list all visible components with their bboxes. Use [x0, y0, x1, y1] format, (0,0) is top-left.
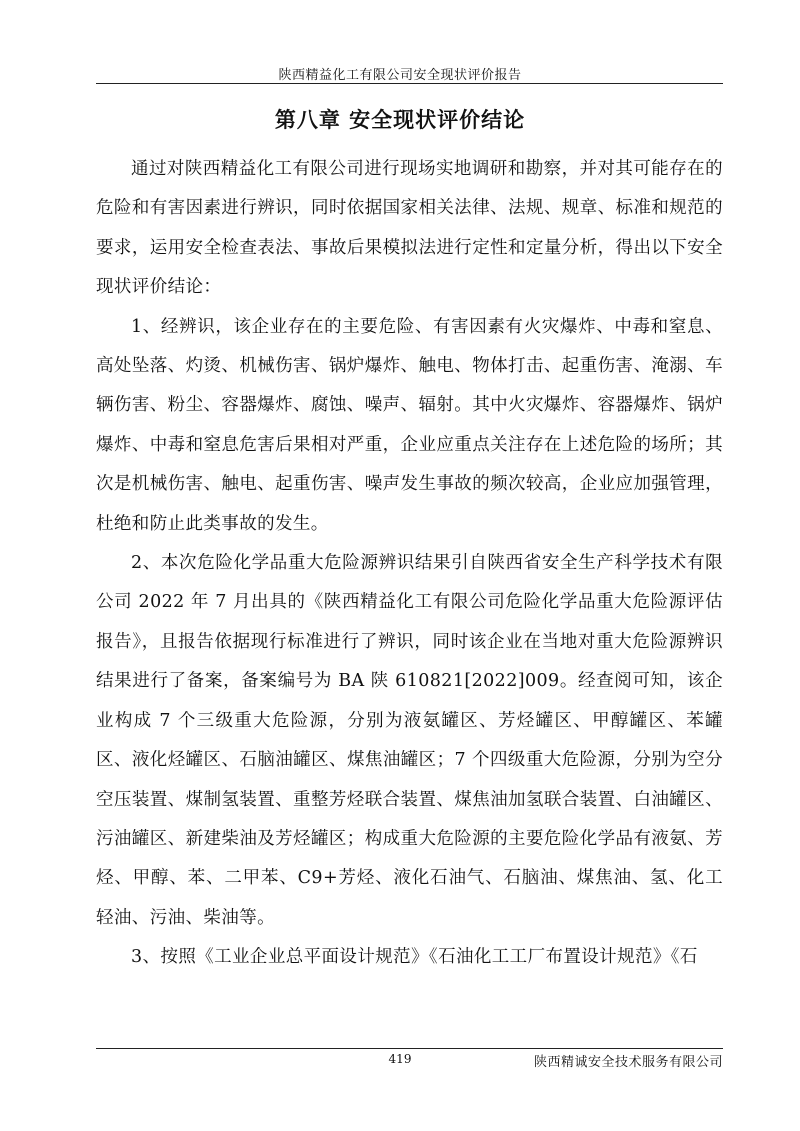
- footer-divider: [96, 1048, 723, 1049]
- paragraph-major-hazard-sources: 2、本次危险化学品重大危险源辨识结果引自陕西省安全生产科学技术有限公司 2022 年 7 月出具的《陕西精益化工有限公司危险化学品重大危险源评估报告》，且报告依据现行标准进行了辨识，同时该企业在当地对重大危险源辨识结果进行了备案，备案编号为 BA 陕 610821[2022]009。经查阅可知，该企业构成 7 个三级重大危险源，分别为液氨罐区、芳烃罐区、甲醇罐区、苯罐区、液化烃罐区、石脑油罐区、煤焦油罐区；7 个四级重大危险源，分别为空分空压装置、煤制氢装置、重整芳烃联合装置、煤焦油加氢联合装置、白油罐区、污油罐区、新建柴油及芳烃罐区；构成重大危险源的主要危险化学品有液氨、芳烃、甲醇、苯、二甲苯、C9+芳烃、液化石油气、石脑油、煤焦油、氢、化工轻油、污油、柴油等。: [96, 553, 723, 928]
- running-header: 陕西精益化工有限公司安全现状评价报告: [278, 68, 522, 83]
- paragraph-layout-standards: 3、按照《工业企业总平面设计规范》《石油化工工厂布置设计规范》《石: [131, 947, 698, 968]
- paragraph-intro: 通过对陕西精益化工有限公司进行现场实地调研和勘察，并对其可能存在的危险和有害因素进行辨识，同时依据国家相关法律、法规、规章、标准和规范的要求，运用安全检查表法、事故后果模拟法进行定性和定量分析，得出以下安全现状评价结论：: [96, 159, 723, 298]
- header-divider: [96, 83, 723, 84]
- paragraph-hazards: 1、经辨识，该企业存在的主要危险、有害因素有火灾爆炸、中毒和窒息、高处坠落、灼烫、机械伤害、锅炉爆炸、触电、物体打击、起重伤害、淹溺、车辆伤害、粉尘、容器爆炸、腐蚀、噪声、辐射。其中火灾爆炸、容器爆炸、锅炉爆炸、中毒和窒息危害后果相对严重，企业应重点关注存在上述危险的场所；其次是机械伤害、触电、起重伤害、噪声发生事故的频次较高，企业应加强管理，杜绝和防止此类事故的发生。: [96, 316, 723, 534]
- footer-company: 陕西精诚安全技术服务有限公司: [533, 1055, 723, 1070]
- body-text: [96, 150, 723, 978]
- page-number: 419: [388, 1052, 412, 1066]
- chapter-title: 第八章 安全现状评价结论: [274, 108, 526, 132]
